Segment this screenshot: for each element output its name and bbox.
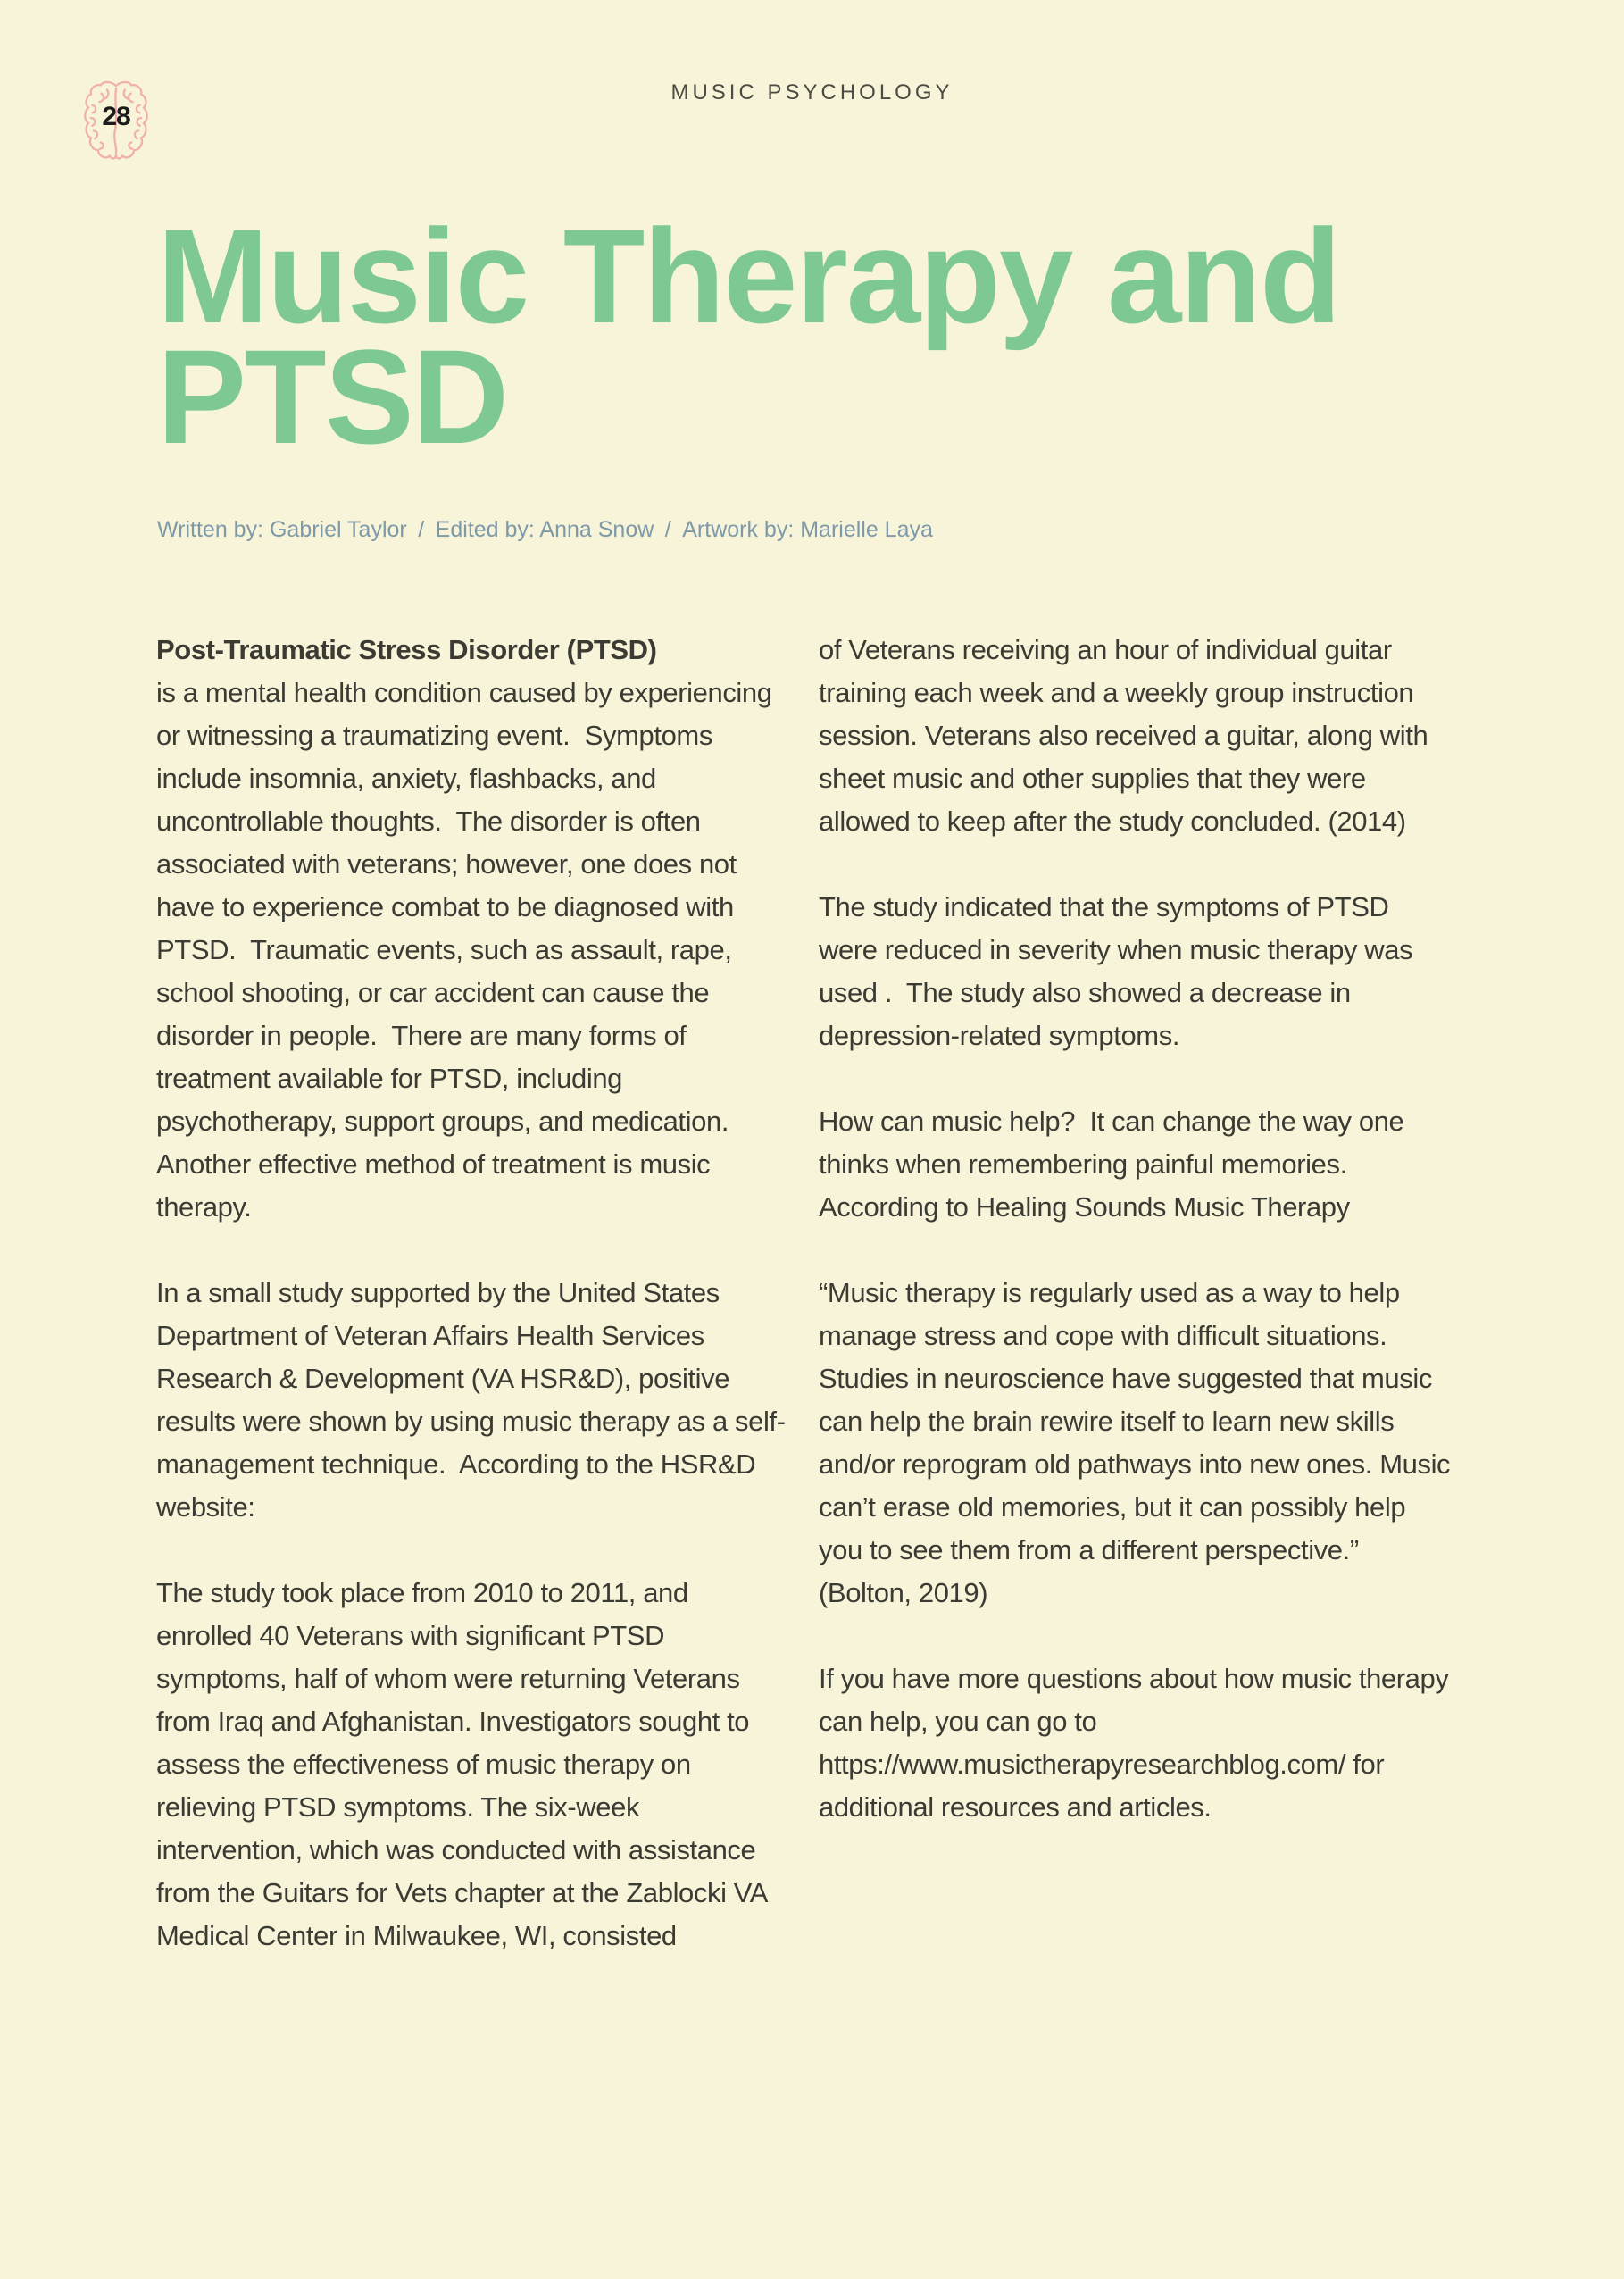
paragraph: The study took place from 2010 to 2011, and enrolled 40 Veterans with significant PTSD symptoms, half of whom were returning Veterans from Iraq and Afghanistan. Investigators sought to assess the effectiveness of music therapy on relieving PTSD symptoms. The six-week intervention, which was conducted with assistance from the Guitars for Vets chapter at the Zablocki VA Medical Center in Milwaukee, WI, consisted <box>156 1577 774 1951</box>
page-title <box>157 201 1340 472</box>
page-number: 28 <box>102 102 130 131</box>
paragraph-lead: Post-Traumatic Stress Disorder (PTSD) <box>156 634 657 665</box>
article-body <box>156 629 1458 2000</box>
paragraph: In a small study supported by the United States Department of Veteran Affairs Health Services Research & Development (VA HSR&D), positive results were shown by using music therapy as a self-management technique. According to the HSR&D website: <box>156 1277 786 1523</box>
paragraph <box>156 629 786 1229</box>
page-title-line2: PTSD <box>157 321 508 472</box>
right-column <box>819 629 1458 2000</box>
paragraph: If you have more questions about how music therapy can help, you can go to https://www.musictherapyresearchblog.com/ for additional resources and articles. <box>819 1663 1456 1823</box>
left-column <box>156 629 786 2000</box>
paragraph: “Music therapy is regularly used as a way to help manage stress and cope with difficult situations. Studies in neuroscience have suggested that music can help the brain rewire itself to learn new skills and/or reprogram old pathways into new ones. Music can’t erase old memories, but it can possibly help you to see them from a different perspective.” (Bolton, 2019) <box>819 1277 1458 1608</box>
paragraph: How can music help? It can change the way one thinks when remembering painful memories. According to Healing Sounds Music Therapy <box>819 1106 1412 1223</box>
paragraph-text: is a mental health condition caused by experiencing or witnessing a traumatizing event. Symptoms include insomnia, anxiety, flashbacks, and uncontrollable thoughts. The disorder is often associated with veterans; however, one does not have to experience combat to be diagnosed with PTSD. Traumatic events, such as assault, rape, school shooting, or car accident can cause the disorder in people. There are many forms of treatment available for PTSD, including psychotherapy, support groups, and medication. Another effective method of treatment is music therapy. <box>156 677 779 1223</box>
page-title-line1: Music Therapy and <box>157 201 1340 351</box>
section-header: MUSIC PSYCHOLOGY <box>670 80 954 104</box>
paragraph: of Veterans receiving an hour of individual guitar training each week and a weekly group instruction session. Veterans also received a guitar, along with sheet music and other supplies that they were allowed to keep after the study concluded. (2014) <box>819 634 1436 837</box>
byline: Written by: Gabriel Taylor / Edited by: Anna Snow / Artwork by: Marielle Laya <box>157 517 933 542</box>
paragraph: The study indicated that the symptoms of PTSD were reduced in severity when music therapy was used . The study also showed a decrease in depression-related symptoms. <box>819 891 1420 1051</box>
